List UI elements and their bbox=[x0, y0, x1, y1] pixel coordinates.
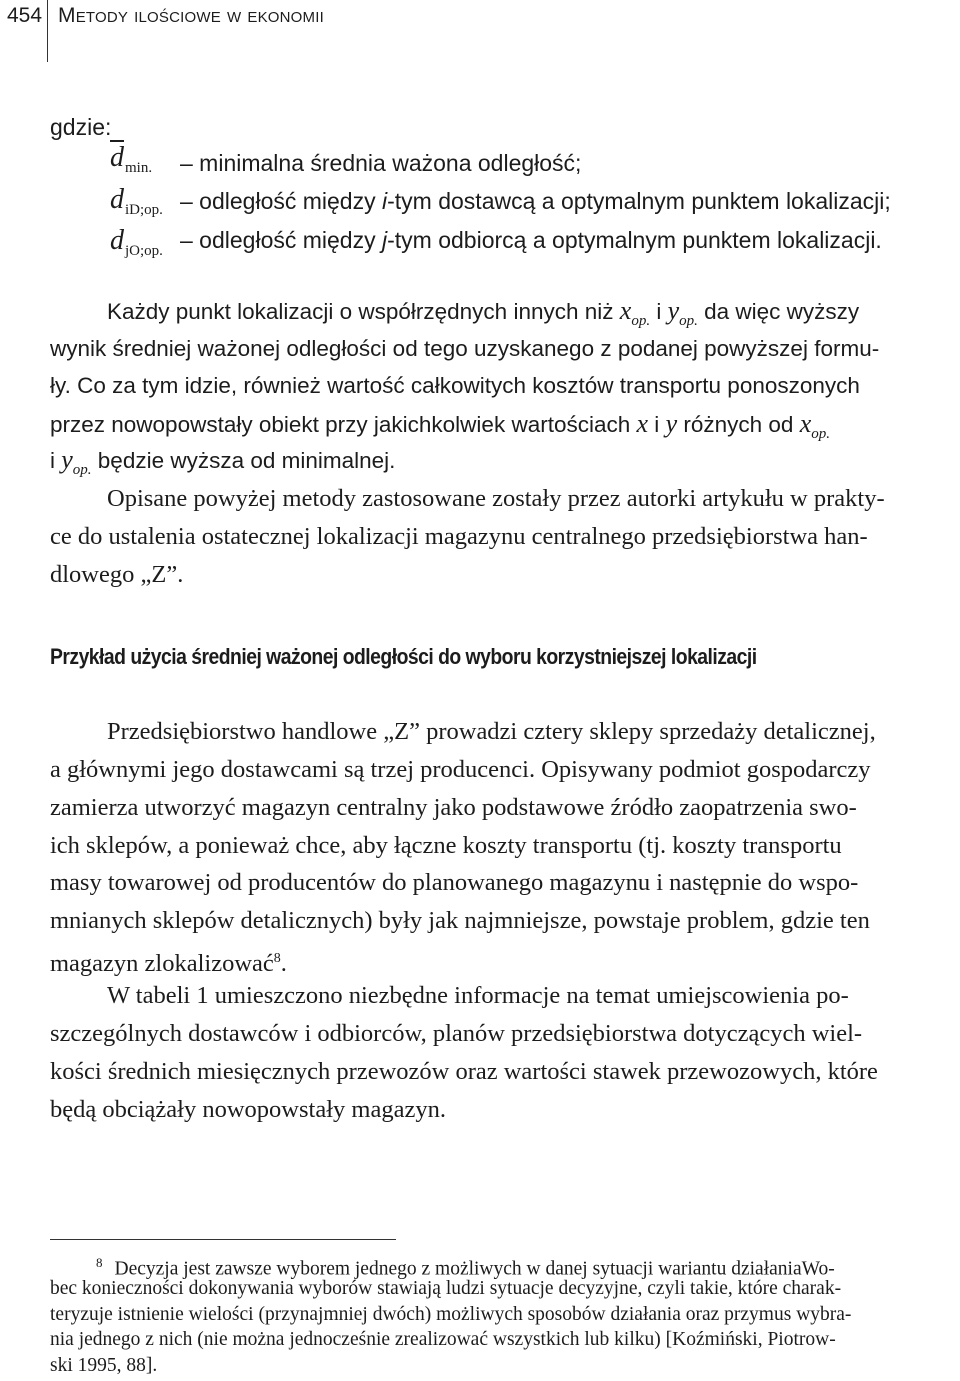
footnote-line: ski 1995, 88]. bbox=[50, 1355, 158, 1376]
text-line: magazyn zlokalizować$^8$. bbox=[50, 950, 287, 978]
text-line: zamierza utworzyć magazyn centralny jako podstawowe źródło zaopatrzenia swo- bbox=[50, 794, 857, 821]
text-line: będą obciążały nowopowstały magazyn. bbox=[50, 1096, 446, 1123]
running-title: Metody ilościowe w ekonomii bbox=[58, 4, 324, 27]
footnote-line: bec konieczności dokonywania wyborów stawiają ludzi sytuacje decyzyjne, czyli takie, które charak- bbox=[50, 1278, 842, 1299]
footnote-line: nia jednego z nich (nie można jednocześnie zrealizować wszystkich lub kilku) [Koźmiński, Piotrow- bbox=[50, 1329, 836, 1350]
footnote-line: $^8$ Decyzja jest zawsze wyborem jednego z możliwych w danej sytuacji wariantu działaniaWo- bbox=[96, 1255, 835, 1280]
text-line: Przedsiębiorstwo handlowe „Z” prowadzi cztery sklepy sprzedaży detalicznej, bbox=[107, 718, 876, 745]
legend-desc-did: – odległość między i-tym dostawcą a optymalnym punktem lokalizacji; bbox=[180, 188, 891, 214]
text-line: Każdy punkt lokalizacji o współrzędnych innych niż $x_{op.}$ i $y_{op.}$ da więc wyższy bbox=[107, 296, 860, 329]
page-number: 454 bbox=[7, 4, 43, 27]
legend-desc-djo: – odległość między j-tym odbiorcą a optymalnym punktem lokalizacji. bbox=[180, 227, 882, 253]
footnote-number: 8 bbox=[96, 1255, 103, 1270]
legend-symbol-did: $d_{iD;op.}$ bbox=[110, 184, 163, 218]
footnote-reference[interactable]: 8 bbox=[273, 951, 281, 966]
text-line: kości średnich miesięcznych przewozów oraz wartości stawek przewozowych, które bbox=[50, 1058, 878, 1085]
footnote-divider bbox=[50, 1239, 396, 1240]
text-line: a głównymi jego dostawcami są trzej producenci. Opisywany podmiot gospodarczy bbox=[50, 756, 871, 783]
text-line: ich sklepów, a ponieważ chce, aby łączne koszty transportu (tj. koszty transportu bbox=[50, 832, 842, 859]
legend-symbol-dmin: $\overline{d}_{min.}$ bbox=[110, 142, 153, 176]
footnote-line: teryzuje istnienie wielości (przynajmniej dwóch) możliwych sposobów działania oraz przymus wybra- bbox=[50, 1304, 852, 1325]
text-line: Opisane powyżej metody zastosowane zostały przez autorki artykułu w prakty- bbox=[107, 485, 885, 512]
text-line: ły. Co za tym idzie, również wartość całkowitych kosztów transportu ponoszonych bbox=[50, 373, 860, 398]
text-line: W tabeli 1 umieszczono niezbędne informacje na temat umiejscowienia po- bbox=[107, 982, 849, 1009]
legend-symbol-djo: $d_{jO;op.}$ bbox=[110, 225, 163, 259]
text-line: dlowego „Z”. bbox=[50, 561, 184, 588]
text-line: przez nowopowstały obiekt przy jakichkolwiek wartościach x i y różnych od $x_{op.}$ bbox=[50, 409, 830, 442]
section-heading: Przykład użycia średniej ważonej odległości do wyboru korzystniejszej lokalizacji bbox=[50, 644, 757, 669]
header-divider bbox=[47, 0, 48, 62]
text-line: ce do ustalenia ostatecznej lokalizacji magazynu centralnego przedsiębiorstwa han- bbox=[50, 523, 868, 550]
text-line: mnianych sklepów detalicznych) były jak najmniejsze, powstaje problem, gdzie ten bbox=[50, 907, 870, 934]
legend-intro: gdzie: bbox=[50, 114, 112, 140]
text-line: i $y_{op.}$ będzie wyższa od minimalnej. bbox=[50, 445, 396, 478]
text-line: wynik średniej ważonej odległości od tego uzyskanego z podanej powyższej formu- bbox=[50, 336, 880, 361]
legend-desc-dmin: – minimalna średnia ważona odległość; bbox=[180, 150, 582, 176]
text-line: szczególnych dostawców i odbiorców, planów przedsiębiorstwa dotyczących wiel- bbox=[50, 1020, 863, 1047]
text-line: masy towarowej od producentów do planowanego magazynu i następnie do wspo- bbox=[50, 869, 859, 896]
